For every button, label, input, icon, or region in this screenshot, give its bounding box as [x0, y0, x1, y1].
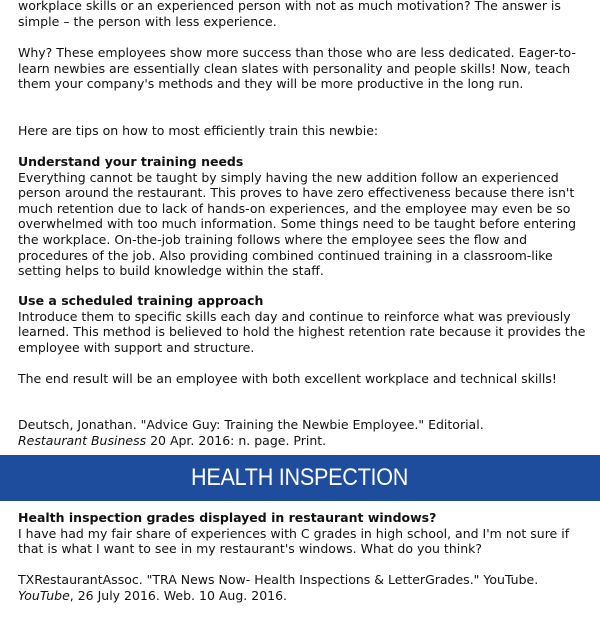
section-banner — [0, 455, 600, 501]
end-result-paragraph — [18, 371, 586, 387]
intro-text: workplace skills or an experienced person with not as much motivation? The answer is simple – the person with less experience. — [18, 0, 561, 29]
citation-part1: Deutsch, Jonathan. "Advice Guy: Training the Newbie Employee." Editorial. — [18, 417, 484, 432]
section-body: Introduce them to specific skills each day and continue to reinforce what was previously learned. This method is believed to hold the highest retention rate because it provides the employee with support and structure. — [18, 308, 586, 355]
tips-intro-text: Here are tips on how to most efficiently train this newbie: — [18, 123, 379, 138]
section-training-needs — [18, 154, 586, 279]
citation-training — [18, 417, 586, 448]
section-body: Everything cannot be taught by simply having the new addition follow an experienced person around the restaurant. This proves to have zero effectiveness because there isn't much retention due to lack of hands-on experiences, and the employee may even be so overwhelmed with too much information. Some things need to be taught before entering the workplace. On-the-job training follows where the employee sees the flow and procedures of the job. Also providing combined continued training in a classroom-like setting helps to build knowledge within the staff. — [18, 169, 577, 279]
section-heading: Use a scheduled training approach — [18, 293, 264, 308]
citation-italic: YouTube — [18, 587, 70, 603]
health-inspection-section — [18, 510, 586, 557]
citation-italic: Restaurant Business — [18, 432, 147, 448]
section-heading: Understand your training needs — [18, 154, 244, 169]
section-heading: Health inspection grades displayed in restaurant windows? — [18, 510, 437, 525]
tips-intro-paragraph — [18, 123, 586, 139]
citation-text — [18, 572, 586, 603]
end-result-text: The end result will be an employee with both excellent workplace and technical skills! — [18, 371, 557, 386]
citation-part2: , 26 July 2016. Web. 10 Aug. 2016. — [69, 587, 288, 603]
citation-text — [18, 417, 586, 448]
citation-part2: 20 Apr. 2016: n. page. Print. — [146, 432, 327, 448]
intro-paragraph — [18, 0, 586, 29]
citation-health — [18, 572, 586, 603]
why-text: Why? These employees show more success than those who are less dedicated. Eager-to-learn newbies are essentially clean slates with personality and people skills! Now, teach them your company's methods and they will be more productive in the long run. — [18, 45, 576, 92]
section-scheduled-training — [18, 293, 586, 355]
citation-part1: TXRestaurantAssoc. "TRA News Now- Health Inspections & LetterGrades." YouTube. — [18, 572, 539, 587]
section-body: I have had my fair share of experiences with C grades in high school, and I'm not sure if that is what I want to see in my restaurant's windows. What do you think? — [18, 525, 570, 557]
banner-title: HEALTH INSPECTION — [191, 464, 409, 491]
why-paragraph — [18, 45, 586, 92]
